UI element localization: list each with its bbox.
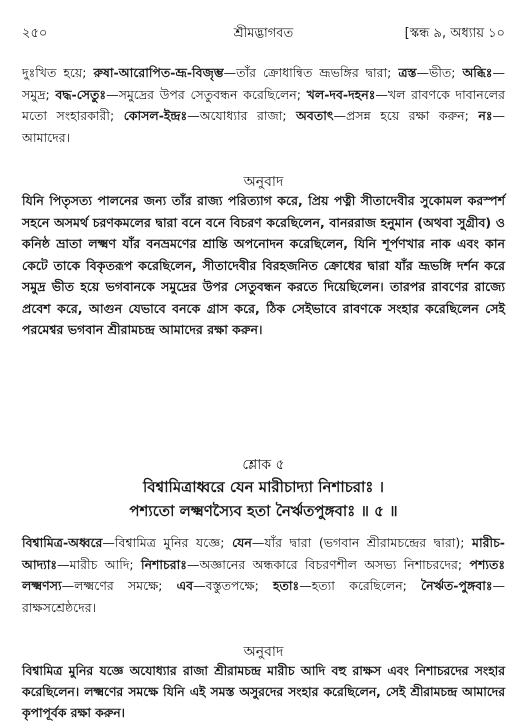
verse-line-2: পশ্যতো লক্ষ্মণস্যৈব হতা নৈর্ঋতপুঙ্গবাঃ ॥ ৫ ॥ (129, 502, 398, 520)
term-meaning: —যাঁর দ্বারা (ভগবান শ্রীরামচন্দ্রের দ্বারা); (251, 535, 473, 550)
sanskrit-term: পশ্যতঃ (469, 556, 506, 572)
sanskrit-term: মারীচ-আদ্যাঃ (22, 535, 505, 572)
sanskrit-term: ত্রস্ত (398, 65, 417, 80)
book-title: শ্রীমদ্ভাগবত (233, 26, 294, 41)
term-meaning: —রাক্ষসশ্রেষ্ঠদের। (22, 578, 505, 615)
sanskrit-term: যেন (232, 535, 252, 550)
term-meaning: —অযোধ্যার রাজা; (187, 108, 297, 123)
verse-label: শ্লোক ৫ (242, 457, 285, 473)
verse-line-1: বিশ্বামিত্রাধ্বরে যেন মারীচাদ্যা নিশাচরাঃ । (143, 478, 384, 496)
term-meaning: —আমাদের। (22, 108, 505, 145)
chapter-reference: [স্কন্ধ ৯, অধ্যায় ১০ (404, 26, 505, 41)
term-meaning: —লক্ষ্মণের সমক্ষে; (61, 578, 177, 593)
translation-heading-2: অনুবাদ (243, 644, 284, 660)
term-meaning: —বিশ্বামিত্র মুনির যজ্ঞে; (102, 535, 233, 550)
sanskrit-term: নিশাচরাঃ (141, 556, 187, 572)
sanskrit-term: বদ্ধ-সেতুঃ (55, 86, 107, 102)
sanskrit-term: হতাঃ (272, 578, 300, 593)
word-meanings-1 (22, 62, 505, 148)
sanskrit-term: লক্ষ্মণস্য (22, 578, 62, 593)
term-meaning: —ভীত; (416, 65, 463, 80)
word-meanings-2 (22, 532, 505, 618)
book-page (22, 0, 505, 723)
term-meaning: —সমুদ্র; (22, 65, 505, 102)
sanskrit-term: রুষা-আরোপিত-ভ্রূ-বিজৃম্ভ (93, 65, 224, 80)
translation-1: যিনি পিতৃসত্য পালনের জন্য তাঁর রাজ্য পরিত্যাগ করে, প্রিয় পত্নী সীতাদেবীর সুকোমল করস্পর্শ সহনে অসমর্থ চরণকমলের দ্বারা বনে বনে বিচরণ করেছিলেন, বানররাজ হনুমান (অথবা সুগ্রীব) ও কনিষ্ঠ ভ্রাতা লক্ষ্মণ যাঁর বনভ্রমণের শ্রান্তি অপনোদন করেছিলেন, যিনি শূর্পণখার নাক এবং কান কেটে তাকে বিকৃতরূপ করেছিলেন, সীতাদেবীর বিরহজনিত ক্রোধের দ্বারা যাঁর ভ্রূভঙ্গি দর্শন করে সমুদ্র ভীত হয়ে ভগবানকে সমুদ্রের উপর সেতুবন্ধন করতে দিয়েছিলেন। তারপর রাবণের রাজ্যে প্রবেশ করে, আগুন যেভাবে বনকে গ্রাস করে, ঠিক সেইভাবে রাবণকে সংহার করেছিলেন সেই পরমেশ্বর ভগবান শ্রীরামচন্দ্র আমাদের রক্ষা করুন। (22, 193, 505, 337)
translation-heading-1: অনুবাদ (243, 174, 284, 190)
term-meaning: —খল রাবণকে দাবানলের মতো সংহারকারী; (22, 86, 505, 123)
term-meaning: —মারীচ আদি; (57, 556, 141, 572)
translation-2: বিশ্বামিত্র মুনির যজ্ঞে অযোধ্যার রাজা শ্রীরামচন্দ্র মারীচ আদি বহু রাক্ষস এবং নিশাচরদের সংহার করেছিলেন। লক্ষ্মণের সমক্ষে যিনি এই সমস্ত অসুরদের সংহার করেছিলেন, সেই শ্রীরামচন্দ্র আমাদের কৃপাপূর্বক রক্ষা করুন। (22, 664, 505, 720)
sanskrit-term: এব (176, 578, 194, 593)
sanskrit-term: নৈর্ঋত-পুঙ্গবাঃ (421, 578, 493, 593)
term-meaning: —হত্যা করেছিলেন; (299, 578, 422, 593)
term-meaning: —তাঁর ক্রোধান্বিত ভ্রূভঙ্গির দ্বারা; (223, 65, 399, 80)
term-meaning: দুঃখিত হয়ে; (22, 65, 94, 80)
term-meaning: —বস্তুতপক্ষে; (193, 578, 273, 593)
page-header (22, 24, 505, 46)
sanskrit-term: নঃ (478, 108, 493, 123)
page-number: ২৫০ (22, 26, 48, 41)
sanskrit-term: কোসল-ইন্দ্রঃ (123, 108, 188, 123)
sanskrit-term: অবতাৎ (296, 108, 334, 123)
term-meaning: —সমুদ্রের উপর সেতুবন্ধন করেছিলেন; (106, 86, 307, 102)
sanskrit-term: খল-দব-দহনঃ (306, 86, 376, 102)
sanskrit-term: বিশ্বামিত্র-অধ্বরে (22, 535, 103, 550)
term-meaning: —প্রসন্ন হয়ে রক্ষা করুন; (333, 108, 479, 123)
sanskrit-term: অব্ধিঃ (462, 65, 493, 80)
term-meaning: —অজ্ঞানের অন্ধকারে বিচরণশীল অসভ্য নিশাচরদের; (186, 556, 470, 572)
